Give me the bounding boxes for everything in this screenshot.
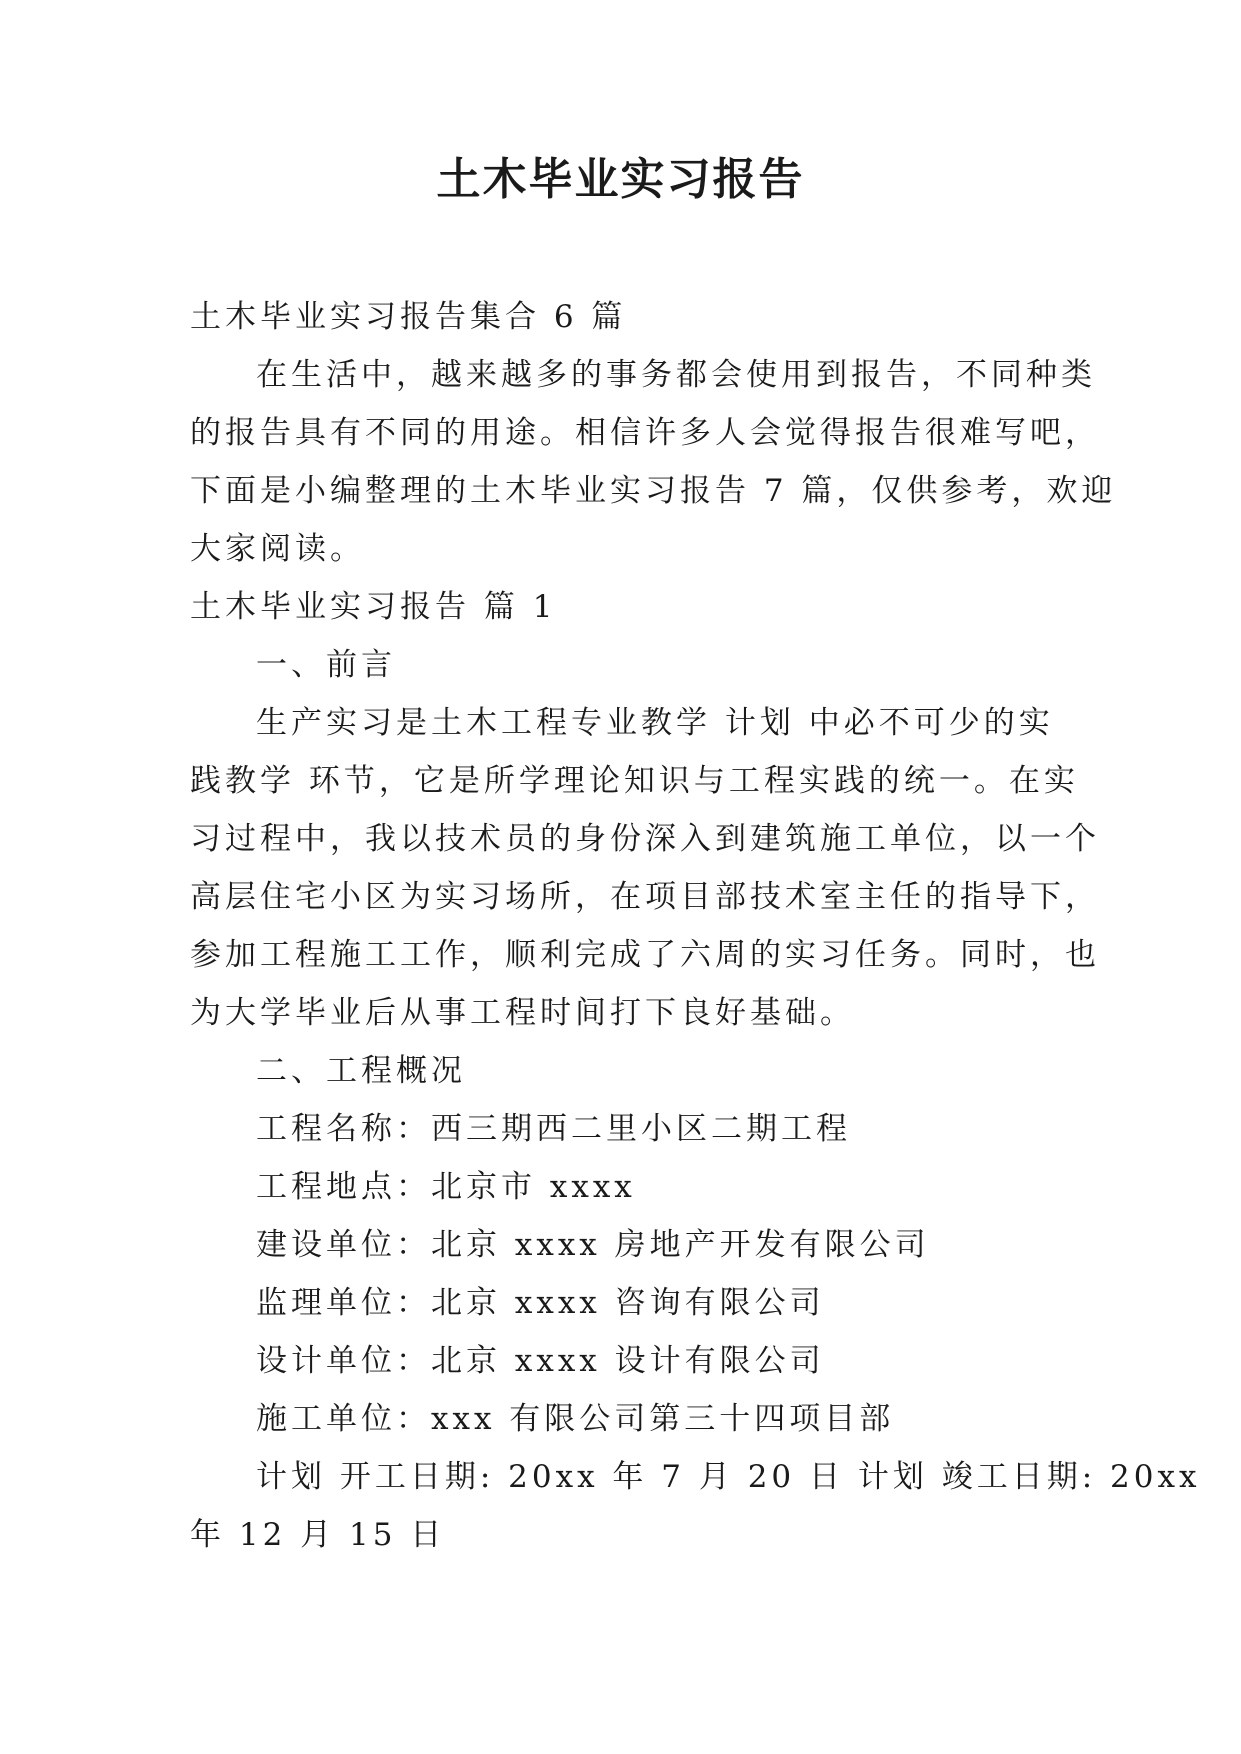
- paragraph-line: 为大学毕业后从事工程时间打下良好基础。: [190, 995, 855, 1031]
- paragraph-line: 监理单位：北京 xxxx 咨询有限公司: [256, 1285, 825, 1321]
- paragraph-line: 大家阅读。: [190, 531, 365, 567]
- paragraph-line: 土木毕业实习报告集合 6 篇: [190, 299, 627, 335]
- paragraph-line: 下面是小编整理的土木毕业实习报告 7 篇，仅供参考，欢迎: [190, 473, 1117, 509]
- paragraph-line: 设计单位：北京 xxxx 设计有限公司: [256, 1343, 825, 1379]
- document-body: [190, 288, 1201, 1564]
- paragraph-line: 工程地点：北京市 xxxx: [256, 1169, 636, 1205]
- paragraph-line: 生产实习是土木工程专业教学 计划 中必不可少的实: [256, 705, 1054, 741]
- paragraph-line: 在生活中，越来越多的事务都会使用到报告，不同种类: [256, 357, 1096, 393]
- document-title: 土木毕业实习报告: [436, 154, 805, 205]
- paragraph-line: 习过程中，我以技术员的身份深入到建筑施工单位，以一个: [190, 821, 1100, 857]
- paragraph-line: 建设单位：北京 xxxx 房地产开发有限公司: [256, 1227, 930, 1263]
- paragraph-line: 计划 开工日期: 20xx 年 7 月 20 日 计划 竣工日期: 20xx: [256, 1459, 1201, 1495]
- paragraph-line: 参加工程施工工作，顺利完成了六周的实习任务。同时，也: [190, 937, 1100, 973]
- paragraph-line: 土木毕业实习报告 篇 1: [190, 589, 557, 625]
- paragraph-line: 高层住宅小区为实习场所，在项目部技术室主任的指导下，: [190, 879, 1100, 915]
- paragraph-line: 工程名称：西三期西二里小区二期工程: [256, 1111, 851, 1147]
- paragraph-line: 一、前言: [256, 647, 396, 683]
- paragraph-line: 二、工程概况: [256, 1053, 466, 1089]
- paragraph-line: 年 12 月 15 日: [190, 1517, 446, 1553]
- paragraph-line: 的报告具有不同的用途。相信许多人会觉得报告很难写吧，: [190, 415, 1100, 451]
- paragraph-line: 践教学 环节，它是所学理论知识与工程实践的统一。在实: [190, 763, 1079, 799]
- paragraph-line: 施工单位：xxx 有限公司第三十四项目部: [256, 1401, 895, 1437]
